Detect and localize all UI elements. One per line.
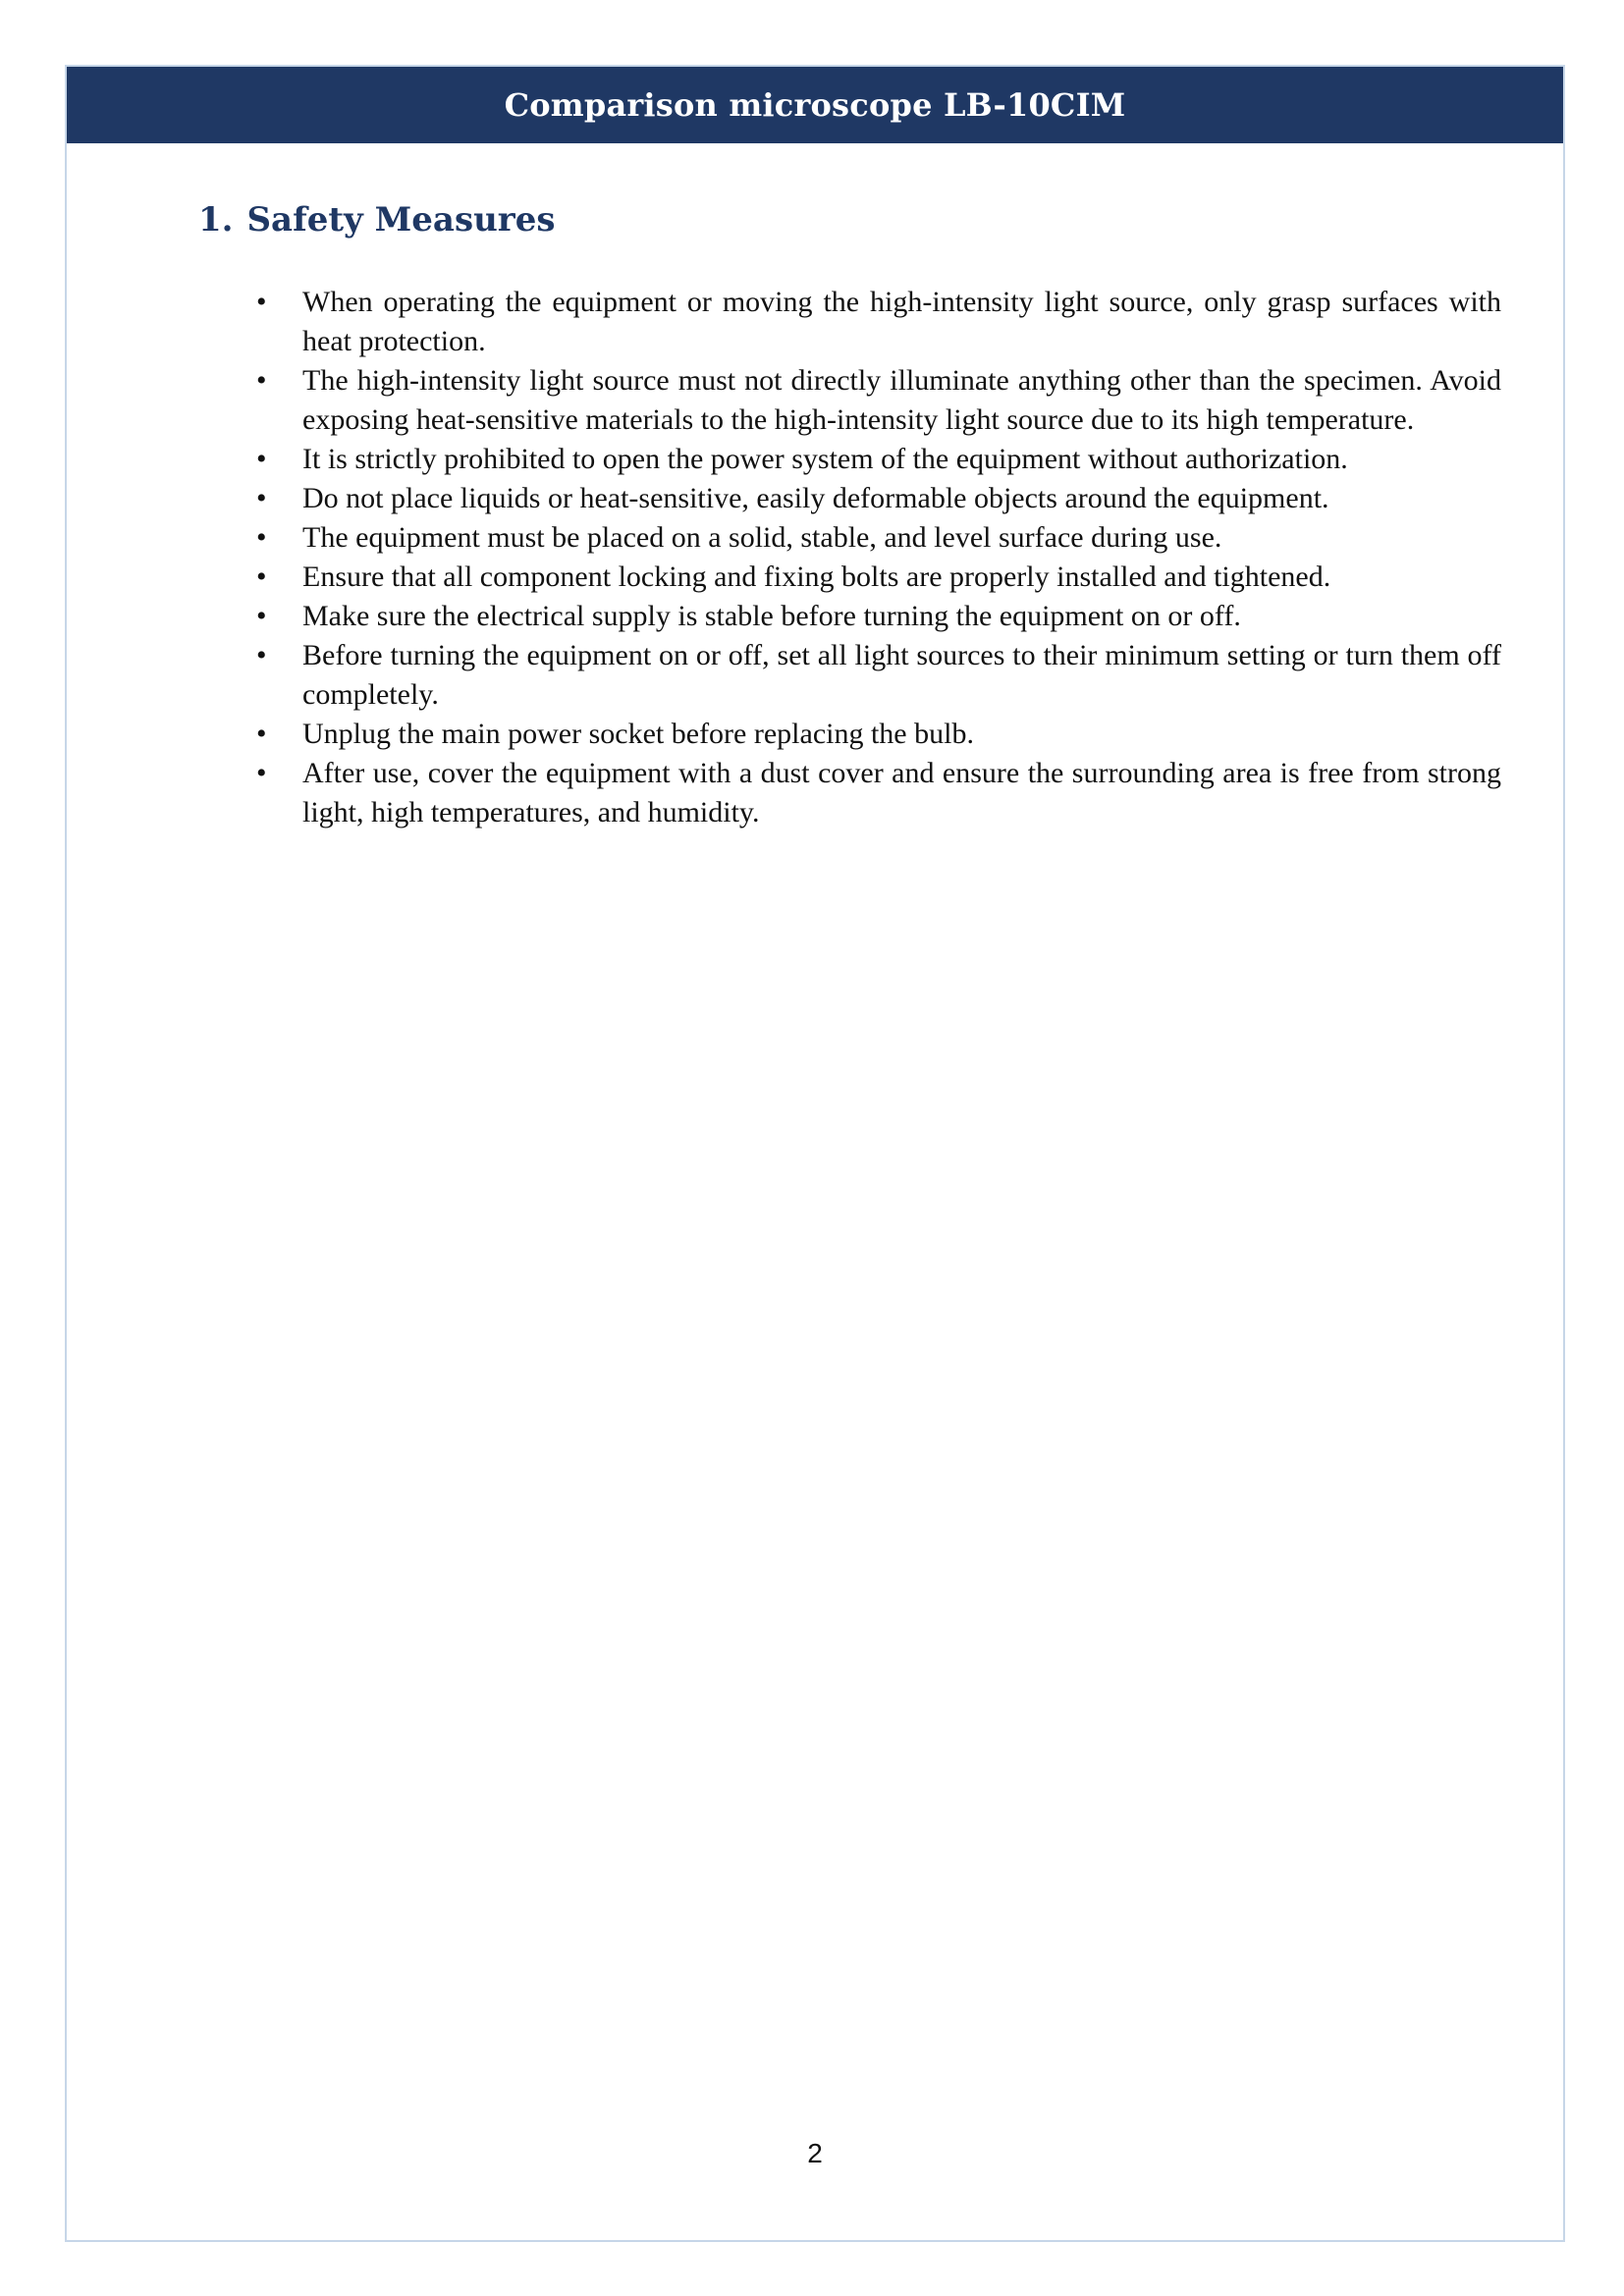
- bullet-icon: •: [256, 718, 267, 750]
- page-frame: [65, 65, 1565, 2242]
- list-item: [256, 715, 1501, 754]
- list-item-text: Ensure that all component locking and fixing bolts are properly installed and tightened.: [302, 561, 1331, 593]
- bullet-icon: •: [256, 600, 267, 632]
- bullet-icon: •: [256, 286, 267, 318]
- list-item: [256, 518, 1501, 558]
- list-item-text: Do not place liquids or heat-sensitive, easily deformable objects around the equipment.: [302, 482, 1329, 514]
- list-item-text: When operating the equipment or moving the high-intensity light source, only grasp surfaces with heat protection.: [302, 286, 1501, 357]
- list-item: [256, 440, 1501, 479]
- list-item: [256, 636, 1501, 715]
- bullet-icon: •: [256, 443, 267, 475]
- bullet-icon: •: [256, 521, 267, 554]
- list-item-text: Before turning the equipment on or off, set all light sources to their minimum setting or turn them off completely.: [302, 639, 1501, 711]
- header-bar: [67, 67, 1563, 143]
- list-item-text: The high-intensity light source must not directly illuminate anything other than the specimen. Avoid exposing heat-sensitive materials to the high-intensity light source due to its high temperature.: [302, 364, 1501, 436]
- list-item: [256, 597, 1501, 636]
- list-item-text: Unplug the main power socket before replacing the bulb.: [302, 718, 974, 750]
- bullet-icon: •: [256, 364, 267, 397]
- section-number: 1.: [198, 200, 234, 240]
- section-heading: [198, 200, 556, 240]
- list-item: [256, 361, 1501, 440]
- list-item-text: It is strictly prohibited to open the power system of the equipment without authorization.: [302, 443, 1348, 475]
- list-item: [256, 558, 1501, 597]
- list-item-text: After use, cover the equipment with a dust cover and ensure the surrounding area is free from strong light, high temperatures, and humidity.: [302, 757, 1501, 828]
- bullet-icon: •: [256, 757, 267, 789]
- section-title: Safety Measures: [246, 200, 556, 240]
- bullet-icon: •: [256, 639, 267, 671]
- list-item: [256, 479, 1501, 518]
- list-item-text: Make sure the electrical supply is stable before turning the equipment on or off.: [302, 600, 1241, 632]
- bullet-icon: •: [256, 482, 267, 514]
- bullet-icon: •: [256, 561, 267, 593]
- list-item: [256, 754, 1501, 832]
- safety-measures-list: [256, 283, 1501, 832]
- list-item-text: The equipment must be placed on a solid, stable, and level surface during use.: [302, 521, 1222, 554]
- list-item: [256, 283, 1501, 361]
- page-number: 2: [807, 2138, 823, 2168]
- document-title: Comparison microscope LB-10CIM: [504, 86, 1126, 124]
